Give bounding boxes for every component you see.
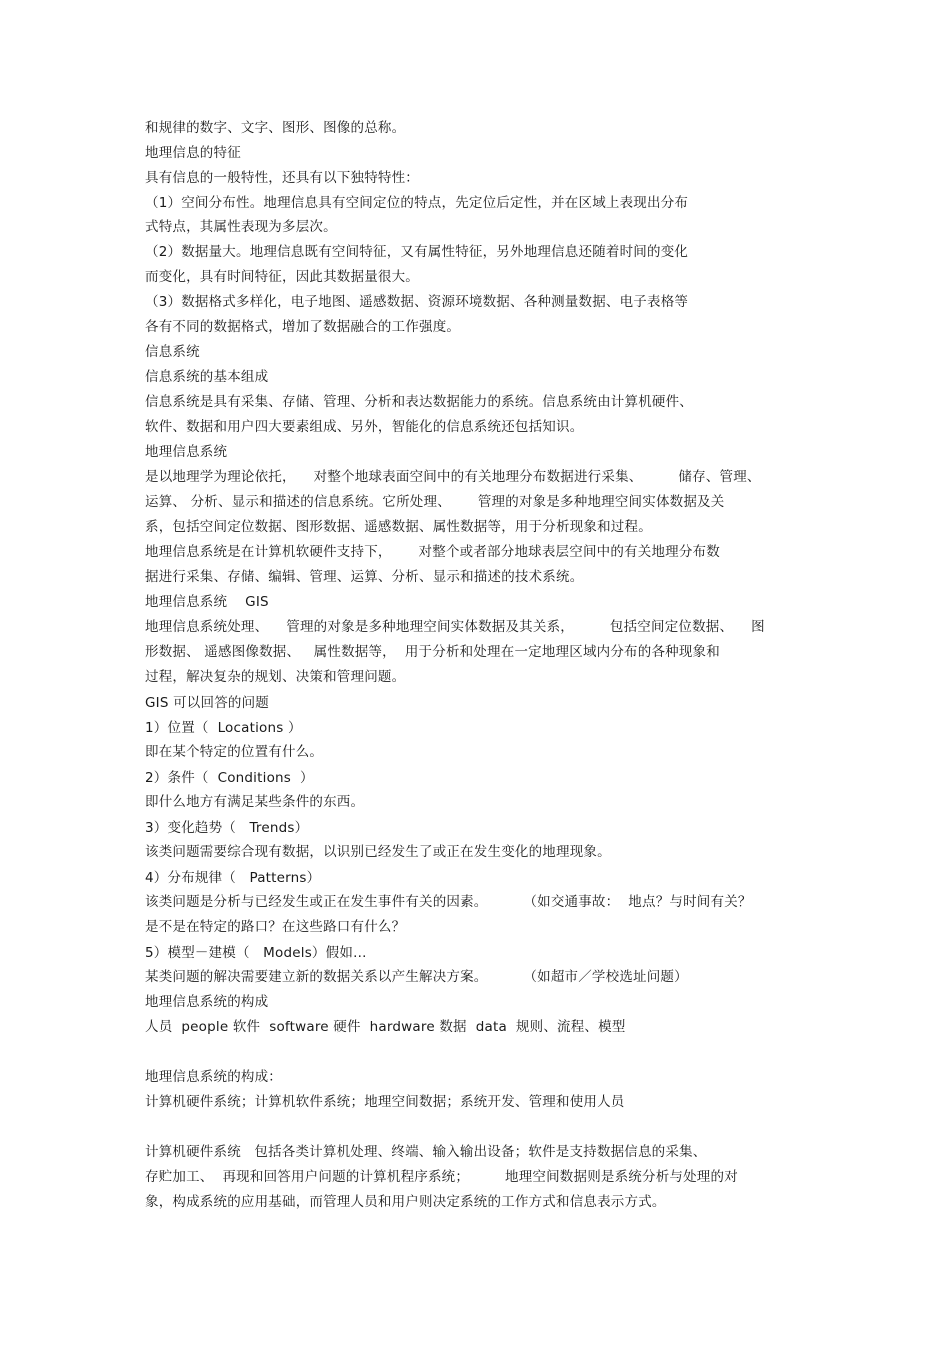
text-line-12: 信息系统是具有采集、存储、管理、分析和表达数据能力的系统。信息系统由计算机硬件、 (145, 394, 693, 410)
question-4-desc-cont: 是不是在特定的路口？在这些路口有什么？ (145, 919, 406, 935)
list-item-1-cont: 式特点，其属性表现为多层次。 (145, 219, 337, 235)
heading-gis: 地理信息系统 (145, 444, 228, 460)
text-line-19: 据进行采集、存储、编辑、管理、运算、分析、显示和描述的技术系统。 (145, 569, 584, 585)
question-1-desc: 即在某个特定的位置有什么。 (145, 744, 324, 760)
question-2: 2）条件（ Conditions ） (145, 770, 314, 786)
text-line-21: 地理信息系统处理、 管理的对象是多种地理空间实体数据及其关系， 包括空间定位数据、 图 (145, 619, 765, 635)
text-line-16: 运算、 分析、显示和描述的信息系统。它所处理、 管理的对象是多种地理空间实体数据及关 (145, 494, 725, 510)
text-line-3: 具有信息的一般特性，还具有以下独特特性： (145, 170, 419, 186)
question-3: 3）变化趋势（ Trends） (145, 820, 309, 836)
text-line-42: 象，构成系统的应用基础，而管理人员和用户则决定系统的工作方式和信息表示方式。 (145, 1194, 666, 1210)
heading-info-system-components: 信息系统的基本组成 (145, 369, 269, 385)
question-2-desc: 即什么地方有满足某些条件的东西。 (145, 794, 365, 810)
text-line-15: 是以地理学为理论依托， 对整个地球表面空间中的有关地理分布数据进行采集、 储存、管理、 (145, 469, 761, 485)
list-item-3: （3）数据格式多样化，电子地图、遥感数据、资源环境数据、各种测量数据、电子表格等 (145, 294, 689, 310)
text-line-41: 存贮加工、 再现和回答用户问题的计算机程序系统； 地理空间数据则是系统分析与处理的对 (145, 1169, 738, 1185)
heading-gis-composition: 地理信息系统的构成 (145, 994, 269, 1010)
text-line-13: 软件、数据和用户四大要素组成、另外，智能化的信息系统还包括知识。 (145, 419, 584, 435)
text-line-40: 计算机硬件系统 包括各类计算机处理、终端、输入输出设备；软件是支持数据信息的采集、 (145, 1144, 707, 1160)
question-3-desc: 该类问题需要综合现有数据，以识别已经发生了或正在发生变化的地理现象。 (145, 844, 611, 860)
text-line-17: 系，包括空间定位数据、图形数据、遥感数据、属性数据等，用于分析现象和过程。 (145, 519, 652, 535)
question-1: 1）位置（ Locations ） (145, 720, 302, 736)
text-line-18: 地理信息系统是在计算机软硬件支持下， 对整个或者部分地球表层空间中的有关地理分布数 (145, 544, 720, 560)
question-4: 4）分布规律（ Patterns） (145, 870, 321, 886)
list-item-2: （2）数据量大。地理信息既有空间特征，又有属性特征，另外地理信息还随着时间的变化 (145, 244, 689, 260)
list-item-2-cont: 而变化，具有时间特征，因此其数据量很大。 (145, 269, 419, 285)
text-line-37: 人员 people 软件 software 硬件 hardware 数据 data 规则、流程、模型 (145, 1019, 626, 1035)
heading-gis-questions: GIS 可以回答的问题 (145, 695, 270, 711)
list-item-3-cont: 各有不同的数据格式，增加了数据融合的工作强度。 (145, 319, 461, 335)
text-line-23: 过程，解决复杂的规划、决策和管理问题。 (145, 669, 406, 685)
text-line-22: 形数据、 遥感图像数据、 属性数据等， 用于分析和处理在一定地理区域内分布的各种现象和 (145, 644, 720, 660)
question-4-desc: 该类问题是分析与已经发生或正在发生事件有关的因素。 （如交通事故： 地点？与时间有关？ (145, 894, 752, 910)
heading-gis-abbr: 地理信息系统 GIS (145, 594, 269, 610)
question-5-desc: 某类问题的解决需要建立新的数据关系以产生解决方案。 （如超市／学校选址问题） (145, 969, 688, 985)
text-line-1: 和规律的数字、文字、图形、图像的总称。 (145, 120, 406, 136)
heading-gis-composition-2: 地理信息系统的构成： (145, 1069, 282, 1085)
text-line-39: 计算机硬件系统；计算机软件系统；地理空间数据；系统开发、管理和使用人员 (145, 1094, 625, 1110)
list-item-1: （1）空间分布性。地理信息具有空间定位的特点，先定位后定性，并在区域上表现出分布 (145, 195, 689, 211)
heading-geo-info-features: 地理信息的特征 (145, 145, 241, 161)
question-5: 5）模型－建模（ Models）假如… (145, 945, 367, 961)
heading-info-system: 信息系统 (145, 344, 200, 360)
